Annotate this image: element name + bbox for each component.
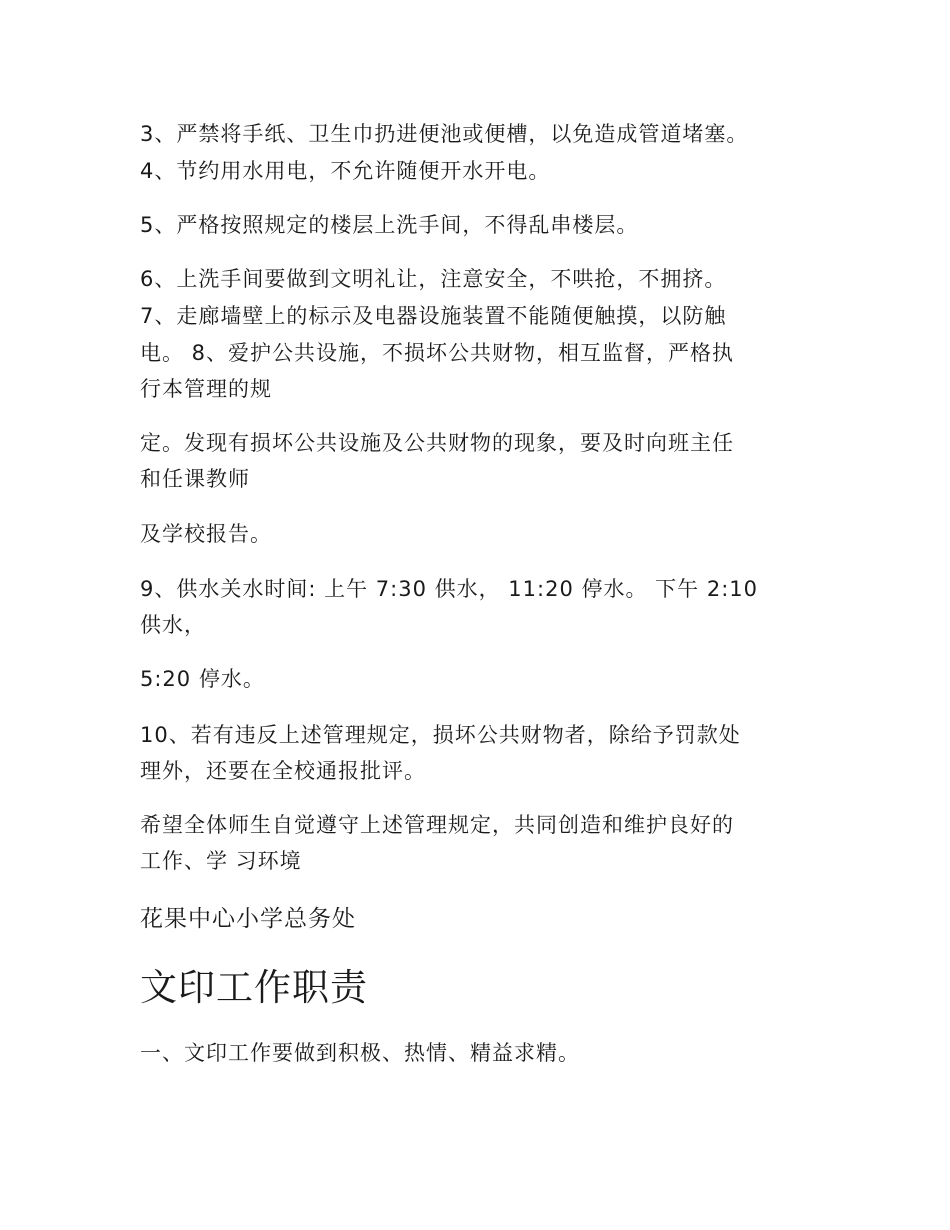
- rule-7-8-text-line2: 电。 8、爱护公共设施，不损坏公共财物，相互监督，严格执: [140, 341, 735, 365]
- rule-10-text-line2: 理外，还要在全校通报批评。: [140, 759, 426, 783]
- rule-8-continuation-line1: 定。发现有损坏公共设施及公共财物的现象，要及时向班主任: [140, 431, 734, 455]
- rule-8-continuation-line3: 及学校报告。: [140, 522, 272, 546]
- rule-9-text-line3: 5:20 停水。: [140, 667, 265, 691]
- closing-text-line1: 希望全体师生自觉遵守上述管理规定，共同创造和维护良好的: [140, 813, 734, 837]
- closing-text-line2: 工作、学 习环境: [140, 849, 302, 873]
- rule-3-text: 3、严禁将手纸、卫生巾扔进便池或便槽，以免造成管道堵塞。: [140, 122, 749, 146]
- rule-9-text-line2: 供水，: [140, 613, 206, 637]
- rule-10-text-line1: 10、若有违反上述管理规定，损坏公共财物者，除给予罚款处: [140, 723, 741, 747]
- section-heading: 文印工作职责: [140, 966, 368, 1009]
- rule-8-continuation-line2: 和任课教师: [140, 467, 250, 491]
- rule-7-text-line1: 7、走廊墙壁上的标示及电器设施装置不能随便触摸，以防触: [140, 304, 727, 328]
- rule-8-text-line3: 行本管理的规: [140, 377, 272, 401]
- section-first-item: 一、文印工作要做到积极、热情、精益求精。: [140, 1041, 580, 1065]
- rule-4-text: 4、节约用水用电，不允许随便开水开电。: [140, 159, 551, 183]
- rule-5-text: 5、严格按照规定的楼层上洗手间，不得乱串楼层。: [140, 213, 639, 237]
- signature: 花果中心小学总务处: [140, 906, 356, 932]
- rule-9-text-line1: 9、供水关水时间: 上午 7:30 供水， 11:20 停水。 下午 2:10: [140, 577, 758, 601]
- rule-6-text: 6、上洗手间要做到文明礼让，注意安全，不哄抢，不拥挤。: [140, 267, 727, 291]
